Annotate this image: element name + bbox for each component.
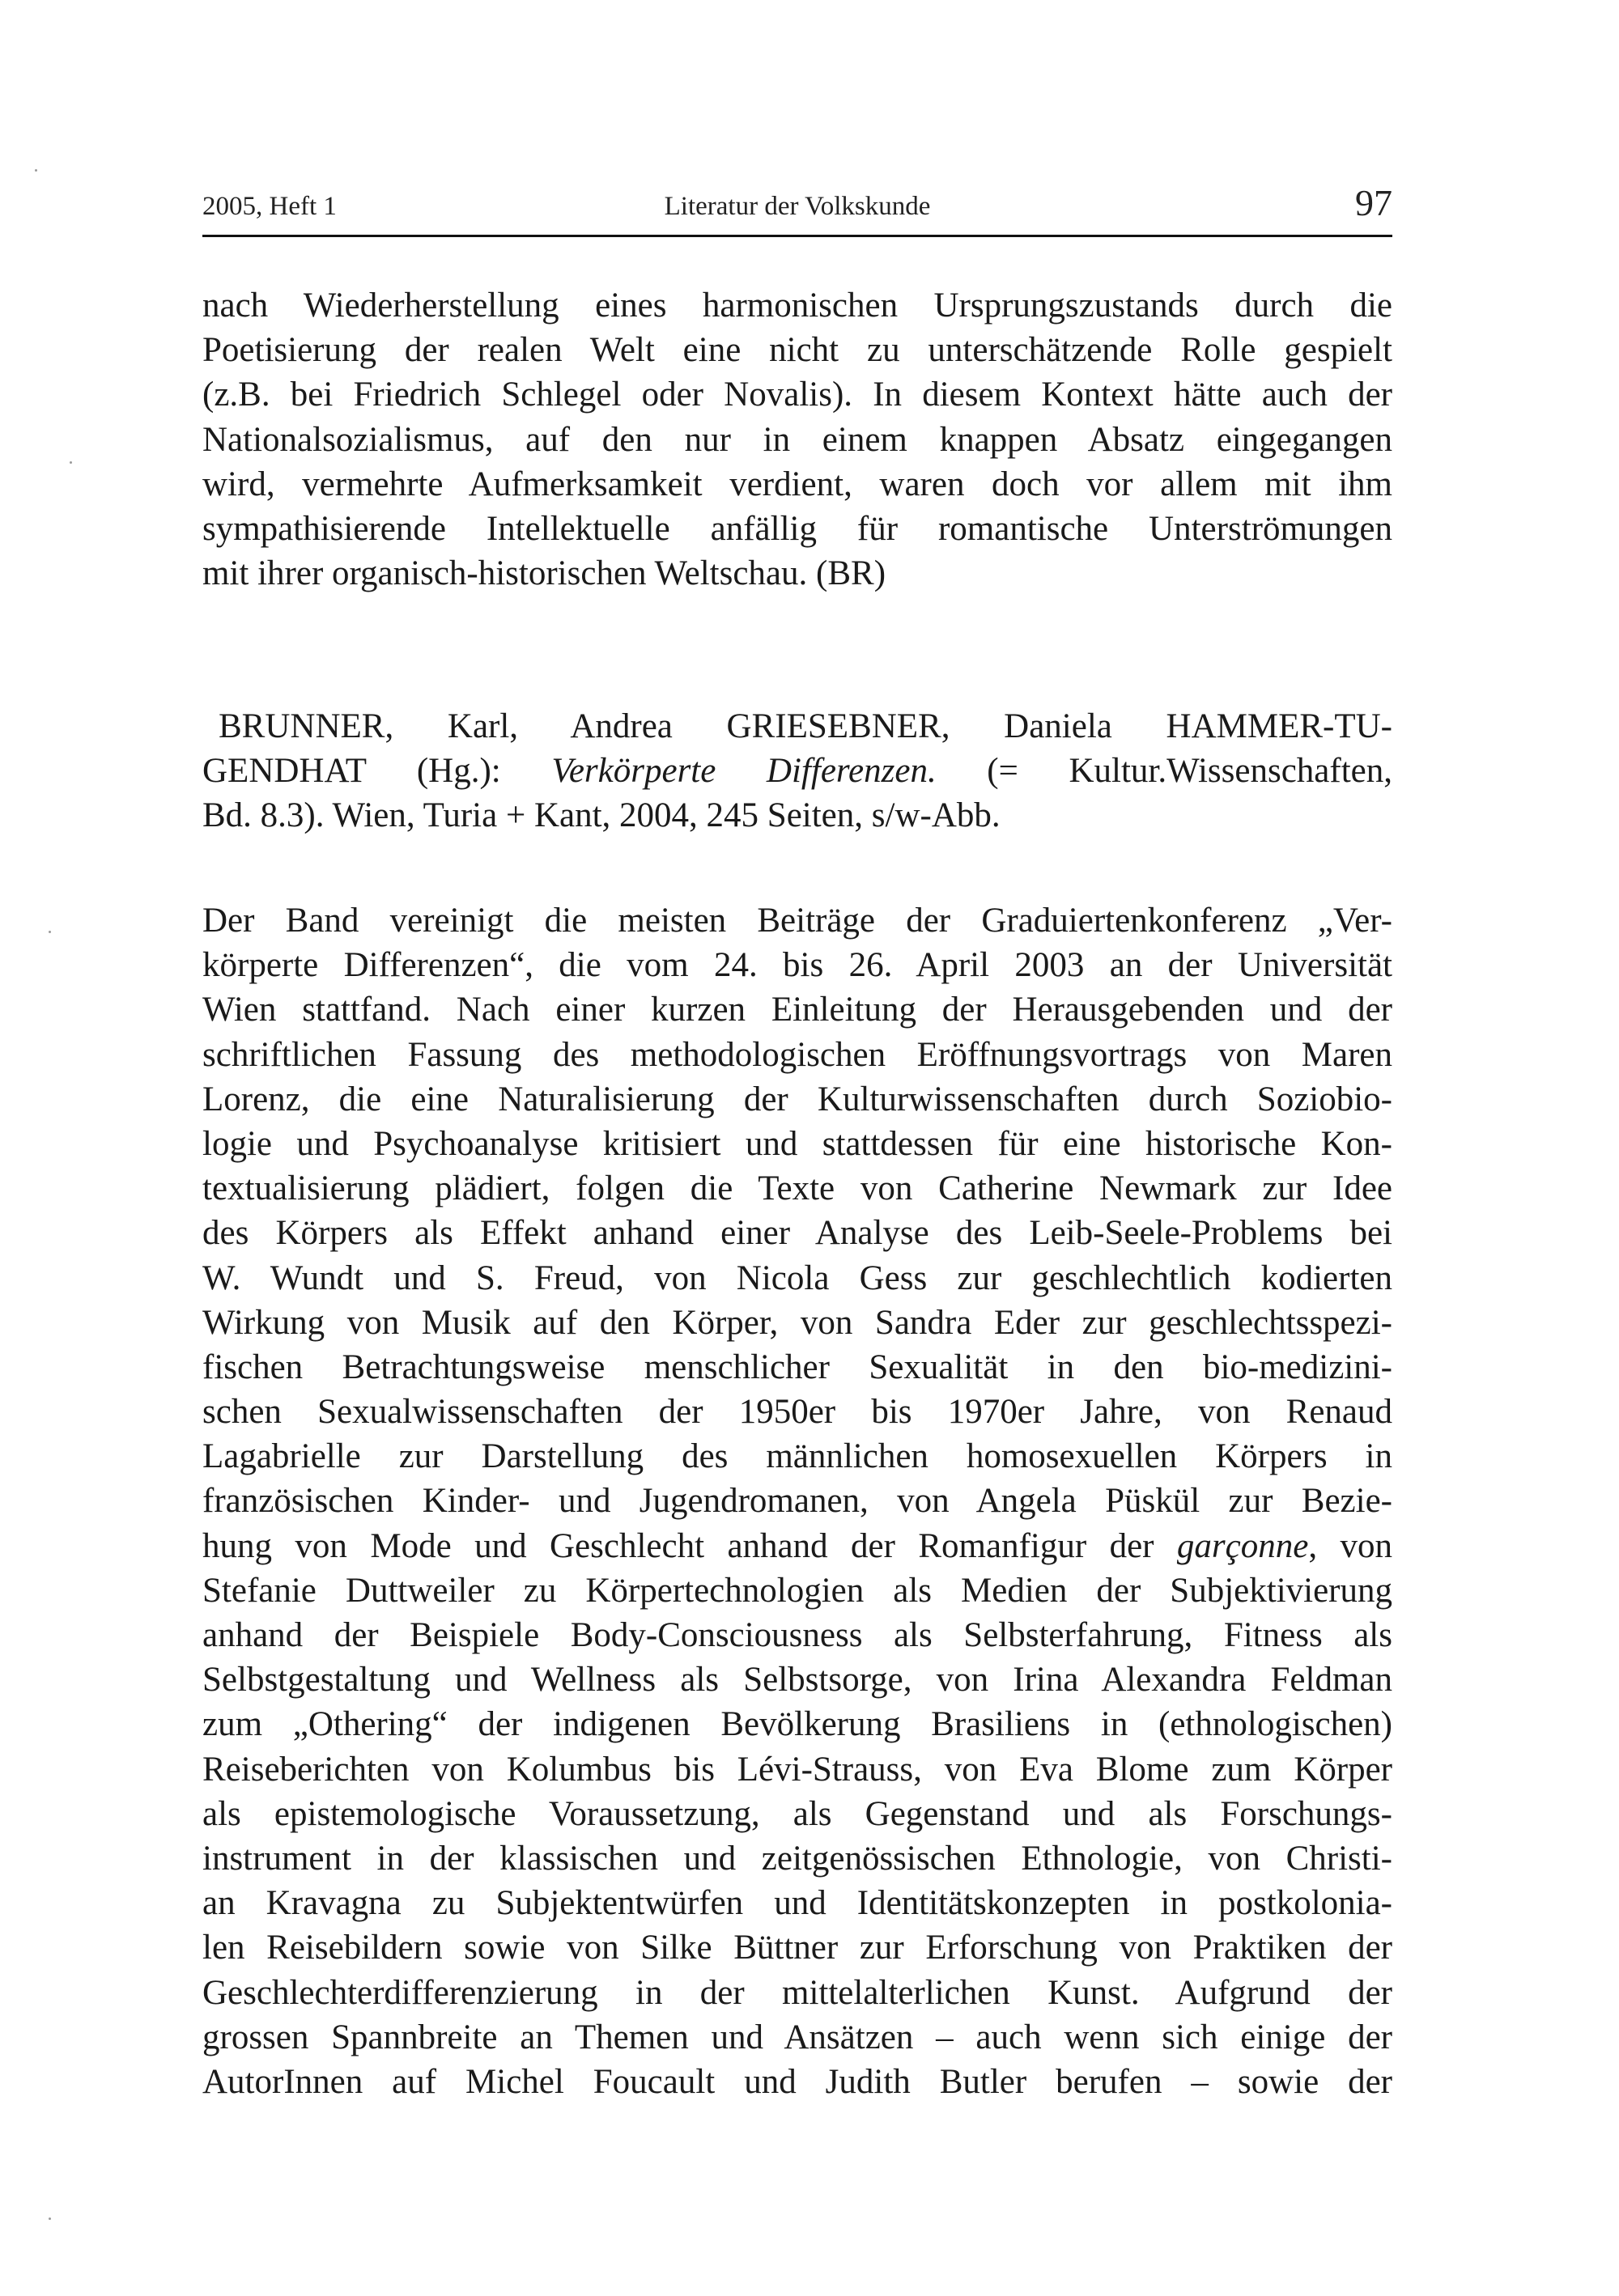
text-line xyxy=(202,1524,1392,1568)
text-line: Poetisierung der realen Welt eine nicht zu unterschätzende Rolle gespielt xyxy=(202,331,1392,370)
running-head xyxy=(202,182,1392,225)
text-line: Lorenz, die eine Naturalisierung der Kulturwissenschaften durch Soziobio- xyxy=(202,1080,1392,1118)
text-line: an Kravagna zu Subjektentwürfen und Identitätskonzepten in postkolonia- xyxy=(202,1884,1392,1923)
text-line: Selbstgestaltung und Wellness als Selbstsorge, von Irina Alexandra Feldman xyxy=(202,1661,1392,1700)
text-line: fischen Betrachtungsweise menschlicher Sexualität in den bio-medizini- xyxy=(202,1347,1392,1386)
book-title: Verkörperte Differenzen. xyxy=(551,752,937,791)
text-line: französischen Kinder- und Jugendromanen, von Angela Püskül zur Bezie- xyxy=(202,1482,1392,1521)
text-line: anhand der Beispiele Body-Consciousness als Selbsterfahrung, Fitness als xyxy=(202,1616,1392,1654)
biblio-editors: GENDHAT (Hg.): xyxy=(202,752,552,791)
biblio-series: (= Kultur.Wissenschaften, xyxy=(936,752,1392,791)
journal-section-title: Literatur der Volkskunde xyxy=(664,192,931,221)
text-line: Stefanie Duttweiler zu Körpertechnologien als Medien der Subjektivierung xyxy=(202,1571,1392,1610)
text-line: Lagabrielle zur Darstellung des männlichen homosexuellen Körpers in xyxy=(202,1437,1392,1476)
issue-label: 2005, Heft 1 xyxy=(202,192,337,221)
bibliographic-entry xyxy=(202,704,1392,838)
scan-speck xyxy=(35,169,37,172)
page-number: 97 xyxy=(1355,182,1392,223)
text-line: schen Sexualwissenschaften der 1950er bis 1970er Jahre, von Renaud xyxy=(202,1393,1392,1432)
text-line: instrument in der klassischen und zeitgenössischen Ethnologie, von Christi- xyxy=(202,1839,1392,1878)
text-line: W. Wundt und S. Freud, von Nicola Gess zur geschlechtlich kodierten xyxy=(202,1258,1392,1297)
review-paragraph-continued xyxy=(202,283,1392,596)
biblio-authors-line: BRUNNER, Karl, Andrea GRIESEBNER, Daniela HAMMER-TU- xyxy=(219,707,1392,745)
scan-speck xyxy=(49,2217,51,2220)
text-line: Reiseberichten von Kolumbus bis Lévi-Strauss, von Eva Blome zum Körper xyxy=(202,1750,1392,1789)
text-line: grossen Spannbreite an Themen und Ansätzen – auch wenn sich einige der xyxy=(202,2018,1392,2056)
text-segment: , von xyxy=(1308,1526,1392,1565)
italic-term: garçonne xyxy=(1176,1526,1309,1565)
text-line: des Körpers als Effekt anhand einer Analyse des Leib-Seele-Problems bei xyxy=(202,1214,1392,1253)
scan-speck xyxy=(49,931,51,933)
text-line: wird, vermehrte Aufmerksamkeit verdient, waren doch vor allem mit ihm xyxy=(202,465,1392,503)
text-line: nach Wiederherstellung eines harmonischen Ursprungszustands durch die xyxy=(202,286,1392,325)
text-line: Geschlechterdifferenzierung in der mittelalterlichen Kunst. Aufgrund der xyxy=(202,1973,1392,2012)
text-line: AutorInnen auf Michel Foucault und Judith Butler berufen – sowie der xyxy=(202,2062,1392,2101)
header-rule xyxy=(202,235,1392,237)
text-line: len Reisebildern sowie von Silke Büttner zur Erforschung von Praktiken der xyxy=(202,1929,1392,1967)
text-line: (z.B. bei Friedrich Schlegel oder Novalis). In diesem Kontext hätte auch der xyxy=(202,376,1392,414)
text-line: Nationalsozialismus, auf den nur in einem knappen Absatz eingegangen xyxy=(202,420,1392,459)
text-line: logie und Psychoanalyse kritisiert und stattdessen für eine historische Kon- xyxy=(202,1124,1392,1163)
review-body xyxy=(202,898,1392,2104)
text-line: Wien stattfand. Nach einer kurzen Einleitung der Herausgebenden und der xyxy=(202,991,1392,1029)
text-line: als epistemologische Voraussetzung, als Gegenstand und als Forschungs- xyxy=(202,1794,1392,1833)
text-line: Der Band vereinigt die meisten Beiträge der Graduiertenkonferenz „Ver- xyxy=(202,902,1392,940)
text-segment: hung von Mode und Geschlecht anhand der Romanfigur der xyxy=(202,1526,1177,1565)
text-line: sympathisierende Intellektuelle anfällig für romantische Unterströmungen xyxy=(202,509,1392,548)
scan-speck xyxy=(70,461,72,464)
text-line: Wirkung von Musik auf den Körper, von Sandra Eder zur geschlechtsspezi- xyxy=(202,1303,1392,1342)
text-line: körperte Differenzen“, die vom 24. bis 26. April 2003 an der Universität xyxy=(202,946,1392,985)
biblio-title-line xyxy=(202,749,1392,793)
text-line: mit ihrer organisch-historischen Weltschau. (BR) xyxy=(202,554,886,593)
text-line: zum „Othering“ der indigenen Bevölkerung Brasiliens in (ethnologischen) xyxy=(202,1705,1392,1744)
biblio-publication-line: Bd. 8.3). Wien, Turia + Kant, 2004, 245 Seiten, s/w-Abb. xyxy=(202,796,1001,835)
text-line: schriftlichen Fassung des methodologischen Eröffnungsvortrags von Maren xyxy=(202,1035,1392,1074)
text-line: textualisierung plädiert, folgen die Texte von Catherine Newmark zur Idee xyxy=(202,1169,1392,1208)
